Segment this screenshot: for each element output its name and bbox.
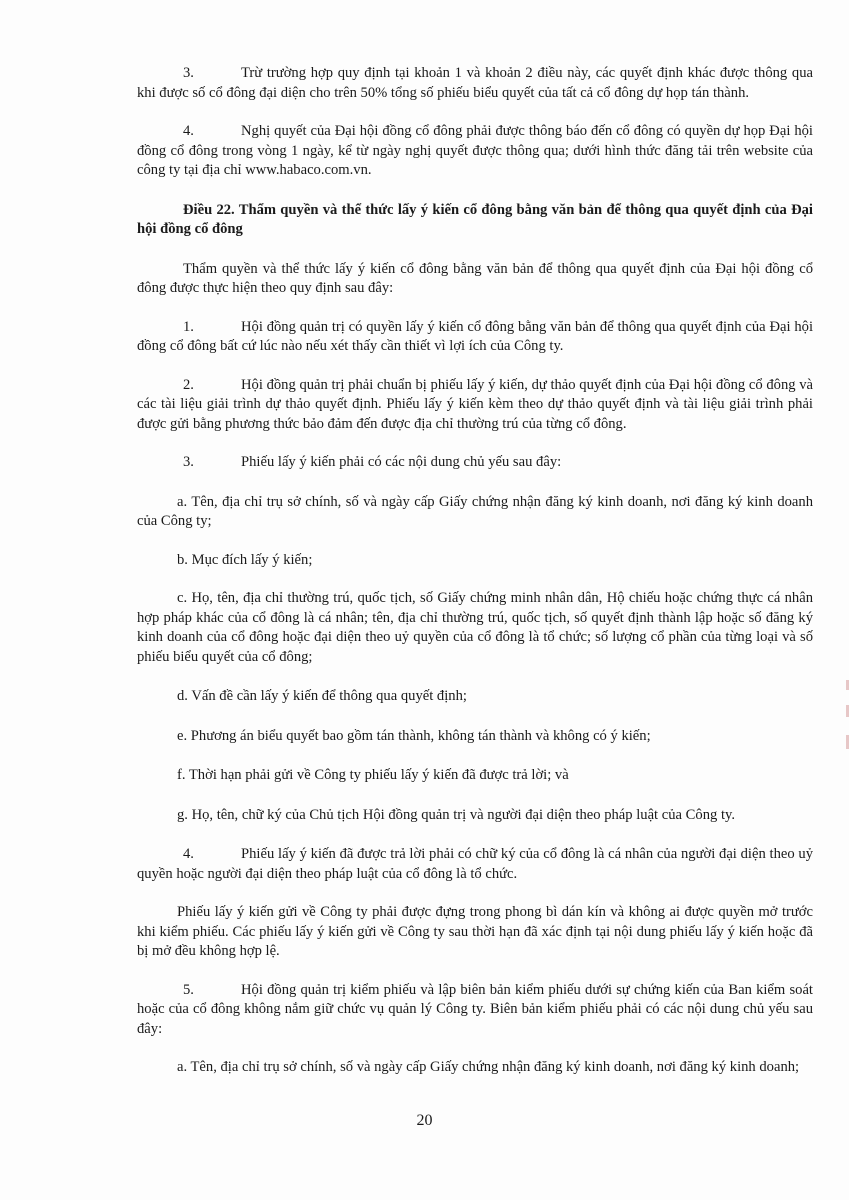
- clause-text: Phiếu lấy ý kiến đã được trả lời phải có chữ ký của cổ đông là cá nhân của người đại diện theo uỷ quyền hoặc người đại diện theo pháp luật của cổ đông là tổ chức.: [137, 846, 813, 882]
- document-body: [137, 64, 813, 1078]
- article-22-heading: Điều 22. Thẩm quyền và thể thức lấy ý kiến cổ đông bằng văn bản để thông qua quyết định của Đại hội đồng cổ đông: [137, 201, 813, 237]
- item-c-paragraph: c. Họ, tên, địa chỉ thường trú, quốc tịch, số Giấy chứng minh nhân dân, Hộ chiếu hoặc chứng thực cá nhân hợp pháp khác của cổ đông là cá nhân; tên, địa chỉ thường trú, quốc tịch, số quyết định thành lập hoặc số đăng ký kinh doanh của cổ đông hoặc đại diện theo uỷ quyền của cổ đông là tổ chức; số lượng cổ phần của từng loại và số phiếu biểu quyết của cổ đông;: [137, 590, 813, 665]
- clause-number: 1.: [183, 318, 194, 335]
- clause-5-paragraph: [137, 981, 813, 1040]
- clause-number: 3.: [183, 454, 194, 470]
- clause-number: 2.: [183, 376, 194, 393]
- item-d-paragraph: d. Vấn đề cần lấy ý kiến để thông qua quyết định;: [177, 688, 467, 704]
- clause-text: Trừ trường hợp quy định tại khoản 1 và khoản 2 điều này, các quyết định khác được thông qua khi được số cổ đông đại diện cho trên 50% tổng số phiếu biểu quyết của tất cả cổ đông dự họp tán thành.: [137, 65, 813, 101]
- item-f-paragraph: f. Thời hạn phải gửi về Công ty phiếu lấy ý kiến đã được trả lời; và: [177, 767, 569, 783]
- clause-2-paragraph: [137, 376, 813, 435]
- item-a2-paragraph: a. Tên, địa chỉ trụ sở chính, số và ngày cấp Giấy chứng nhận đăng ký kinh doanh, nơi đăng ký kinh doanh;: [177, 1059, 800, 1075]
- clause-number: 4.: [183, 846, 194, 862]
- clause-number: 3.: [183, 65, 194, 81]
- item-g-paragraph: g. Họ, tên, chữ ký của Chủ tịch Hội đồng quản trị và người đại diện theo pháp luật của Công ty.: [177, 806, 735, 823]
- clause-text: Hội đồng quản trị kiểm phiếu và lập biên bản kiểm phiếu dưới sự chứng kiến của Ban kiểm soát hoặc của cổ đông không nắm giữ chức vụ quản lý Công ty. Biên bản kiểm phiếu phải có các nội dung chủ yếu sau đây:: [137, 981, 813, 1037]
- item-a-paragraph: a. Tên, địa chỉ trụ sở chính, số và ngày cấp Giấy chứng nhận đăng ký kinh doanh, nơi đăng ký kinh doanh của Công ty;: [137, 493, 813, 529]
- item-e-paragraph: e. Phương án biểu quyết bao gồm tán thành, không tán thành và không có ý kiến;: [177, 727, 651, 744]
- clause-4b-paragraph: [137, 845, 813, 884]
- clause-number: 4.: [183, 123, 194, 139]
- page-number: 20: [416, 1112, 433, 1129]
- article-intro-paragraph: Thẩm quyền và thể thức lấy ý kiến cổ đông bằng văn bản để thông qua quyết định của Đại hội đồng cổ đông được thực hiện theo quy định sau đây:: [137, 260, 813, 296]
- clause-text: Phiếu lấy ý kiến phải có các nội dung chủ yếu sau đây:: [241, 454, 562, 470]
- clause-1-paragraph: [137, 318, 813, 357]
- item-b-paragraph: b. Mục đích lấy ý kiến;: [177, 551, 313, 568]
- clause-3-paragraph: [137, 64, 813, 103]
- clause-number: 5.: [183, 981, 194, 998]
- clause-text: Hội đồng quản trị phải chuẩn bị phiếu lấy ý kiến, dự thảo quyết định của Đại hội đồng cổ đông và các tài liệu giải trình dự thảo quyết định. Phiếu lấy ý kiến kèm theo dự thảo quyết định và tài liệu giải trình phải được gửi bằng phương thức bảo đảm đến được địa chỉ thường trú của từng cổ đông.: [137, 376, 813, 432]
- clause-4-paragraph: [137, 122, 813, 181]
- envelope-paragraph: Phiếu lấy ý kiến gửi về Công ty phải được đựng trong phong bì dán kín và không ai được quyền mở trước khi kiểm phiếu. Các phiếu lấy ý kiến gửi về Công ty sau thời hạn đã xác định tại nội dung phiếu lấy ý kiến hoặc đã bị mở đều không hợp lệ.: [137, 904, 813, 959]
- clause-3b-paragraph: [137, 453, 813, 473]
- clause-text: Hội đồng quản trị có quyền lấy ý kiến cổ đông bằng văn bản để thông qua quyết định của Đại hội đồng cổ đông bất cứ lúc nào nếu xét thấy cần thiết vì lợi ích của Công ty.: [137, 318, 813, 354]
- clause-text: Nghị quyết của Đại hội đồng cổ đông phải được thông báo đến cổ đông có quyền dự họp Đại hội đồng cổ đông trong vòng 1 ngày, kể từ ngày nghị quyết được thông qua; dưới hình thức đăng tải trên website của công ty tại địa chỉ www.habaco.com.vn.: [137, 123, 813, 178]
